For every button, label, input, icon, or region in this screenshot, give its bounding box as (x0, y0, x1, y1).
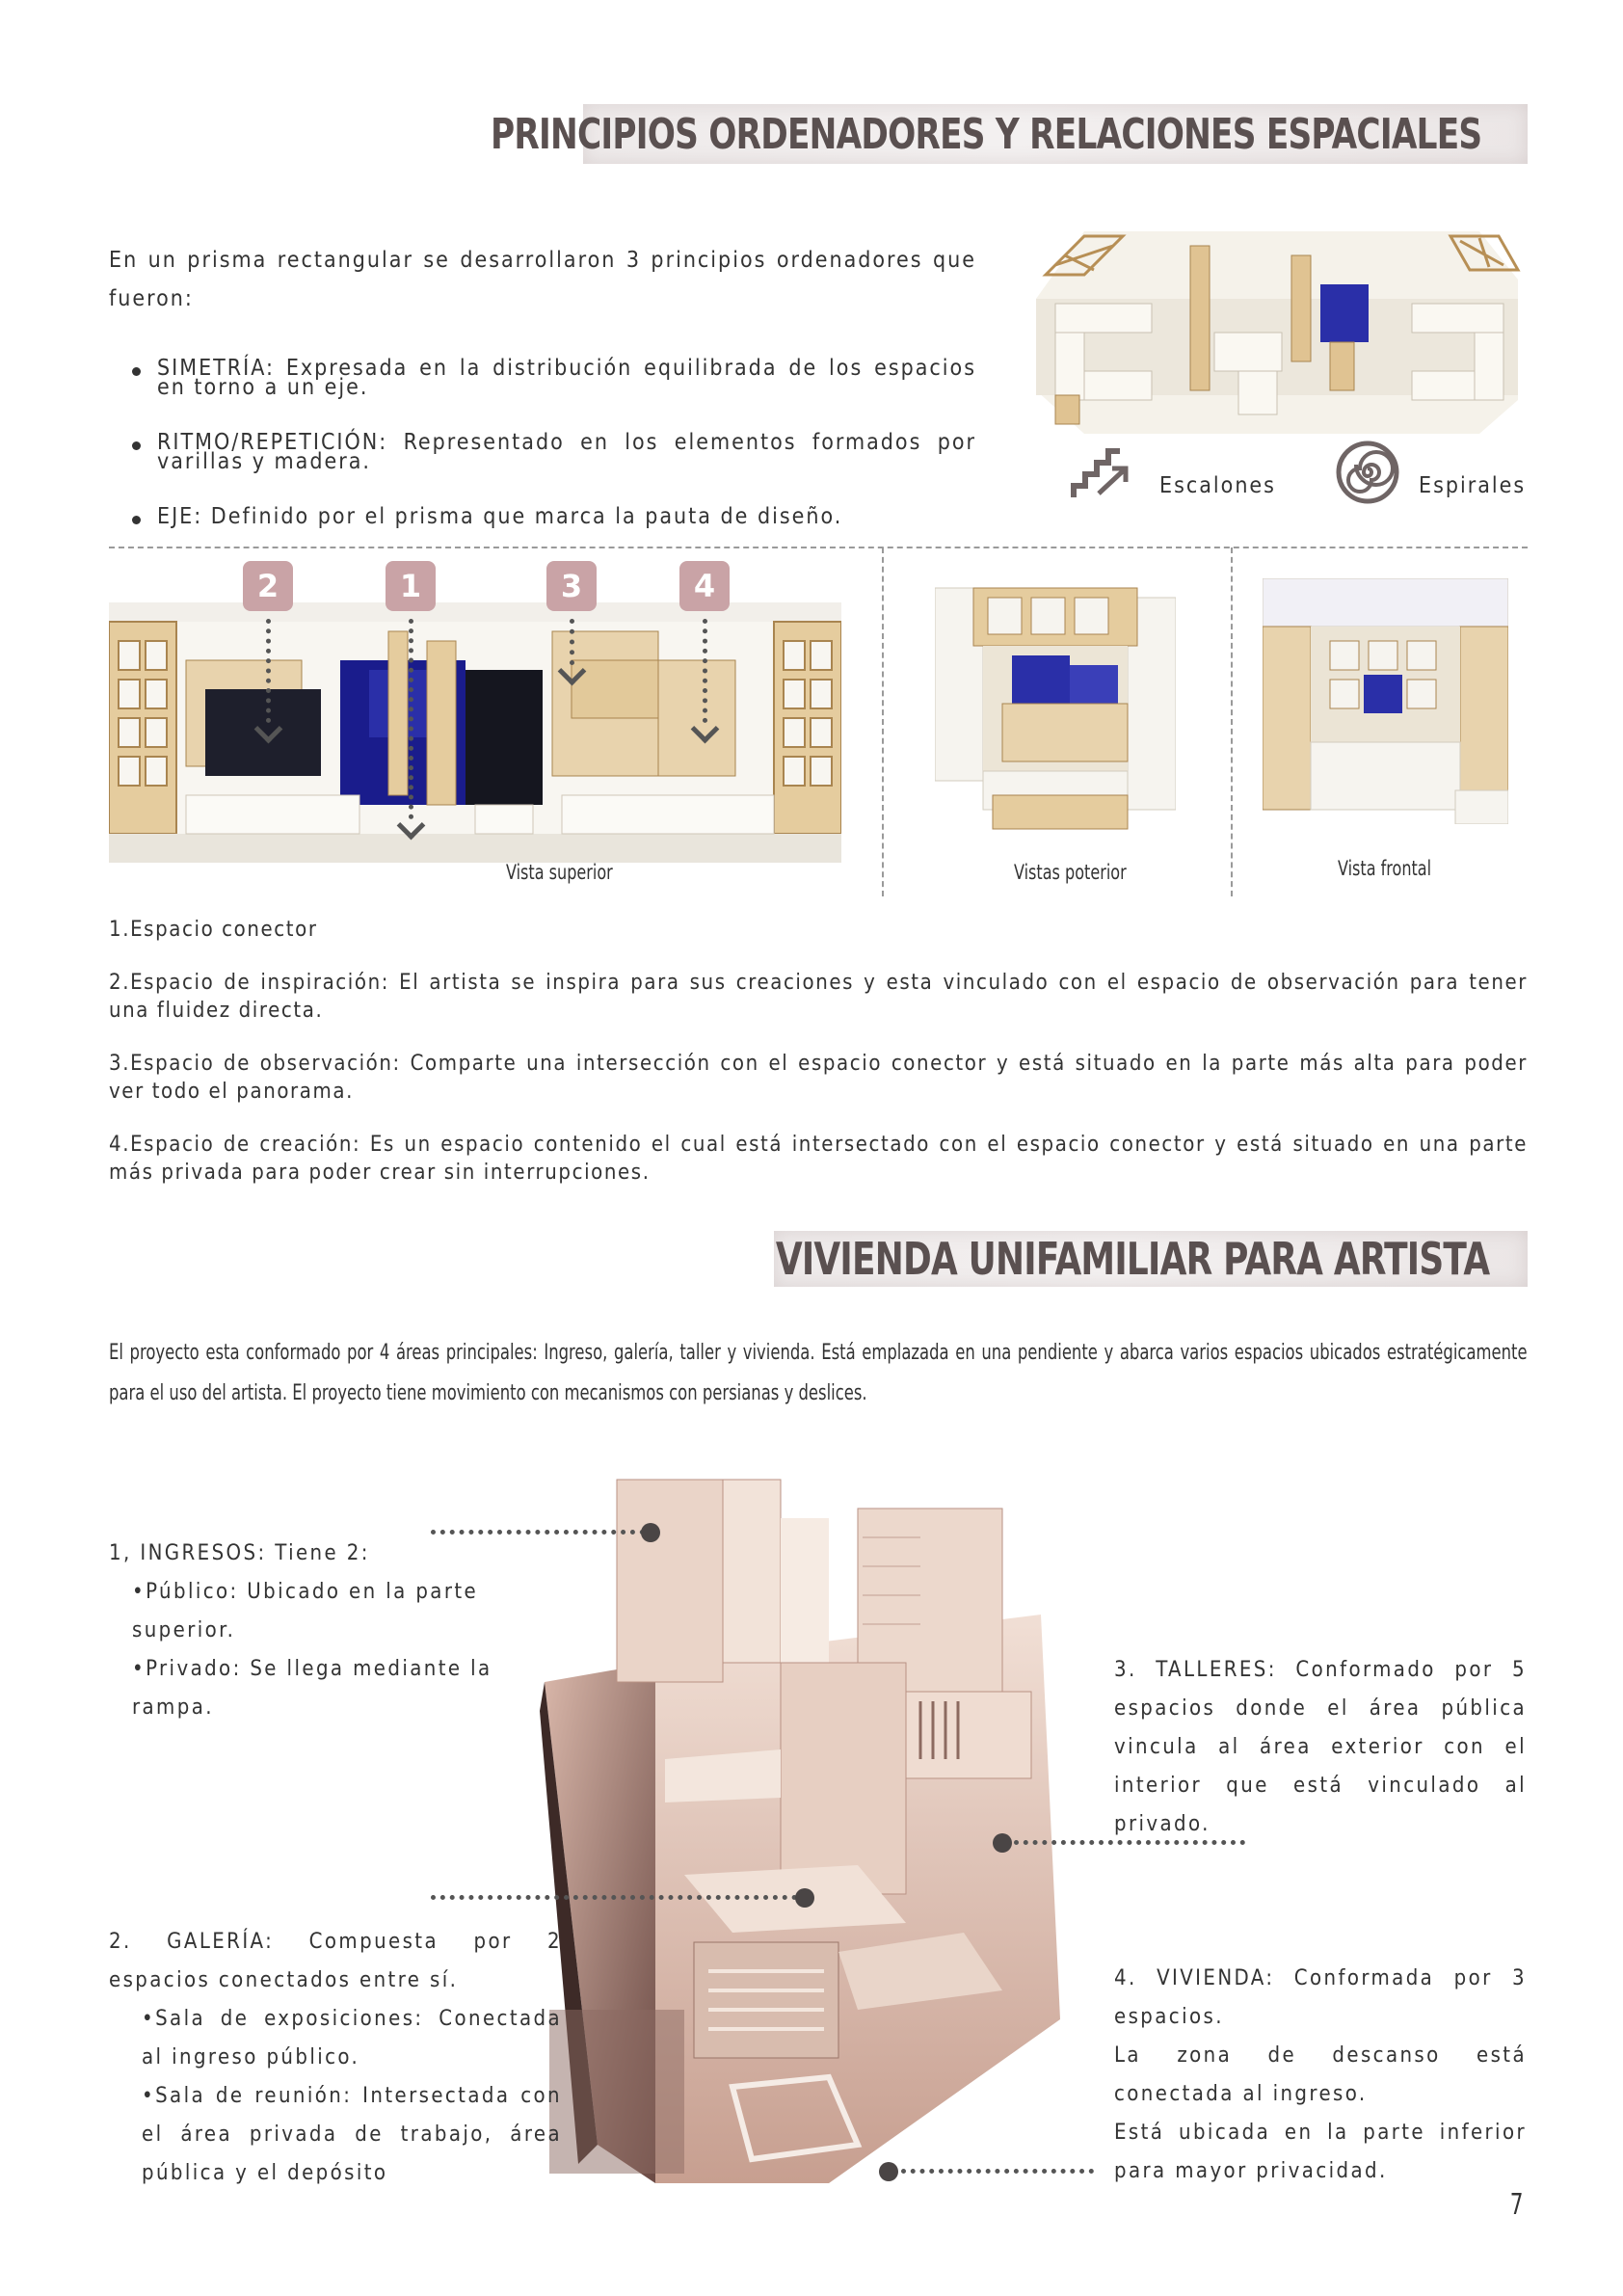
ingresos-private: •Privado: Se llega mediante la rampa. (132, 1657, 492, 1720)
caption-top-view: Vista superior (506, 861, 613, 884)
marker-1-arrow (409, 619, 413, 819)
stairs-arrow-icon (1070, 441, 1131, 501)
divider-vertical-1 (882, 547, 884, 896)
principle-rhythm: RITMO/REPETICIÓN: Representado en los elementos formados por varillas y madera. (109, 433, 976, 471)
talleres-leader (1014, 1840, 1245, 1845)
front-view-model-image (1263, 578, 1508, 824)
talleres-leader-dot (993, 1833, 1012, 1853)
galeria-sala-exposiciones: •Sala de exposiciones: Conectada al ingreso público. (142, 2007, 562, 2069)
divider-horizontal (109, 547, 1528, 548)
section-title-2: VIVIENDA UNIFAMILIAR PARA ARTISTA (775, 1233, 1489, 1285)
talleres-note: 3. TALLERES: Conformado por 5 espacios donde el área pública vincula al área exterior con el interior que está vinculado al privado. (1114, 1658, 1527, 1836)
space-2-text: 2.Espacio de inspiración: El artista se inspira para sus creaciones y esta vinculado con el espacio de observación para tener una fluidez directa. (109, 971, 1528, 1023)
galeria-leader (431, 1895, 797, 1900)
divider-vertical-2 (1231, 547, 1233, 896)
top-view-model-image (109, 602, 841, 863)
principles-intro: En un prisma rectangular se desarrollaron 3 principios ordenadores que fueron: (109, 248, 976, 311)
galeria-note (109, 1923, 562, 2193)
section-title-banner (490, 104, 1528, 164)
caption-rear-view: Vistas poterior (1014, 861, 1127, 884)
prism-model-image (1026, 217, 1528, 443)
ingresos-note (109, 1535, 552, 1727)
legend-spiral-label: Espirales (1419, 473, 1527, 498)
principles-list (109, 356, 976, 562)
marker-1: 1 (386, 561, 436, 611)
space-4-text: 4.Espacio de creación: Es un espacio contenido el cual está intersectado con el espacio conector y está situado en una parte más privada para poder crear sin interrupciones. (109, 1133, 1528, 1185)
caption-front-view: Vista frontal (1338, 857, 1432, 880)
ingresos-leader (431, 1530, 645, 1535)
vivienda-heading: 4. VIVIENDA: Conformada por 3 espacios. (1114, 1966, 1527, 2029)
ingresos-public: •Público: Ubicado en la parte superior. (132, 1580, 479, 1642)
principle-axis: EJE: Definido por el prisma que marca la pauta de diseño. (109, 507, 976, 526)
vivienda-line2: La zona de descanso está conectada al ingreso. (1114, 2043, 1527, 2106)
marker-2-arrow (266, 619, 271, 723)
vivienda-line3: Está ubicada en la parte inferior para mayor privacidad. (1114, 2121, 1527, 2183)
vivienda-leader-dot (879, 2162, 898, 2181)
space-3-text: 3.Espacio de observación: Comparte una intersección con el espacio conector y está situado en la parte más alta para poder ver todo el panorama. (109, 1052, 1528, 1104)
vivienda-note (1114, 1960, 1527, 2191)
marker-4-arrow (703, 619, 707, 723)
spiral-icon (1336, 441, 1399, 504)
section-title-banner-2 (774, 1231, 1528, 1287)
marker-2: 2 (243, 561, 293, 611)
ingresos-heading: 1, INGRESOS: Tiene 2: (109, 1541, 370, 1565)
section-title: PRINCIPIOS ORDENADORES Y RELACIONES ESPACIALES (490, 109, 1481, 159)
galeria-heading: 2. GALERÍA: Compuesta por 2 espacios conectados entre sí. (109, 1930, 562, 1992)
ingresos-leader-dot (641, 1523, 660, 1542)
rear-view-model-image (935, 578, 1176, 834)
marker-3: 3 (546, 561, 597, 611)
marker-4: 4 (679, 561, 730, 611)
house-model-image (540, 1470, 1079, 2183)
galeria-sala-reunion: •Sala de reunión: Intersectada con el área privada de trabajo, área pública y el depósito (142, 2084, 562, 2185)
legend-stairs-label: Escalones (1159, 473, 1276, 498)
page-number: 7 (1509, 2188, 1524, 2222)
principle-symmetry: SIMETRÍA: Expresada en la distribución equilibrada de los espacios en torno a un eje. (109, 359, 976, 397)
vivienda-leader (901, 2169, 1094, 2174)
space-1-text: 1.Espacio conector (109, 918, 318, 942)
galeria-leader-dot (795, 1888, 814, 1908)
project-intro: El proyecto esta conformado por 4 áreas principales: Ingreso, galería, taller y vivienda. Está emplazada en una pendiente y abarca varios espacios ubicados estratégicamente para el uso del artista. El proyecto tiene movimiento con mecanismos con persianas y deslices. (109, 1341, 1528, 1405)
